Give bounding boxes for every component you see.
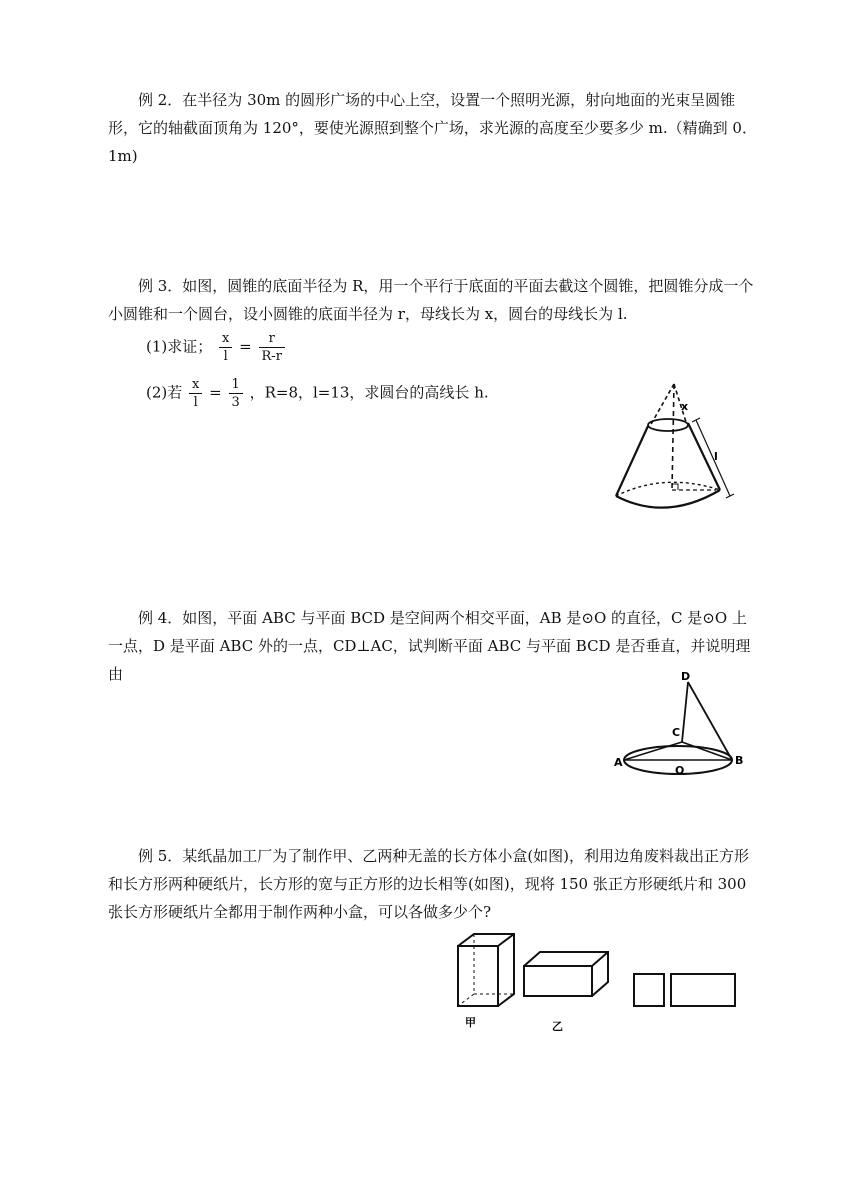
point-C-label: C bbox=[672, 726, 681, 739]
label-x: x bbox=[681, 400, 689, 413]
boxes-figure bbox=[448, 928, 748, 1038]
fraction-denominator: l bbox=[219, 347, 232, 365]
fraction-numerator: x bbox=[222, 331, 230, 346]
example-3-part-2 bbox=[146, 376, 489, 411]
point-B-label: B bbox=[735, 754, 744, 767]
point-D-label: D bbox=[681, 670, 691, 683]
fraction-numerator: r bbox=[268, 331, 275, 346]
label-l: l bbox=[714, 450, 718, 463]
point-A-label: A bbox=[614, 756, 623, 769]
fraction-one-third bbox=[229, 376, 243, 411]
part-1-prefix: (1)求证； bbox=[146, 337, 213, 356]
fraction-x-over-l bbox=[219, 330, 232, 365]
example-3-text: 例 3．如图，圆锥的底面半径为 R，用一个平行于底面的平面去截这个圆锥，把圆锥分成一个小圆锥和一个圆台，设小圆锥的底面半径为 r，母线长为 x，圆台的母线长为 l. bbox=[108, 277, 754, 323]
fraction-r-over-R-minus-r bbox=[259, 330, 285, 365]
part-2-suffix: ，R=8，l=13，求圆台的高线长 h. bbox=[249, 383, 489, 402]
fraction-denominator: 3 bbox=[229, 393, 243, 411]
circle-plane-figure bbox=[614, 670, 754, 776]
fraction-numerator: x bbox=[192, 377, 200, 392]
equals-sign: = bbox=[209, 383, 222, 402]
cone-figure bbox=[606, 378, 736, 518]
fraction-denominator: R-r bbox=[259, 347, 285, 365]
example-2-text: 例 2．在半径为 30m 的圆形广场的中心上空，设置一个照明光源，射向地面的光束呈圆锥形，它的轴截面顶角为 120°，要使光源照到整个广场，求光源的高度至少要多少 m.（精确到 0．1m) bbox=[108, 91, 757, 165]
fraction-denominator: l bbox=[189, 393, 202, 411]
example-3-part-1 bbox=[146, 330, 287, 365]
label-yi: 乙 bbox=[552, 1020, 563, 1033]
part-2-prefix: (2)若 bbox=[146, 383, 183, 402]
label-jia: 甲 bbox=[465, 1016, 476, 1029]
fraction-x-over-l bbox=[189, 376, 202, 411]
fraction-numerator: 1 bbox=[231, 377, 240, 392]
example-5-text: 例 5．某纸晶加工厂为了制作甲、乙两种无盖的长方体小盒(如图)，利用边角废料裁出正方形和长方形两种硬纸片，长方形的宽与正方形的边长相等(如图)，现将 150 张正方形硬纸片和 300 张长方形硬纸片全都用于制作两种小盒，可以各做多少个? bbox=[108, 847, 750, 921]
equals-sign: = bbox=[239, 337, 252, 356]
example-4-text: 例 4．如图，平面 ABC 与平面 BCD 是空间两个相交平面，AB 是⊙O 的直径，C 是⊙O 上一点，D 是平面 ABC 外的一点，CD⊥AC，试判断平面 ABC 与平面 BCD 是否垂直，并说明理由 bbox=[108, 609, 751, 683]
point-O-label: O bbox=[675, 764, 685, 776]
